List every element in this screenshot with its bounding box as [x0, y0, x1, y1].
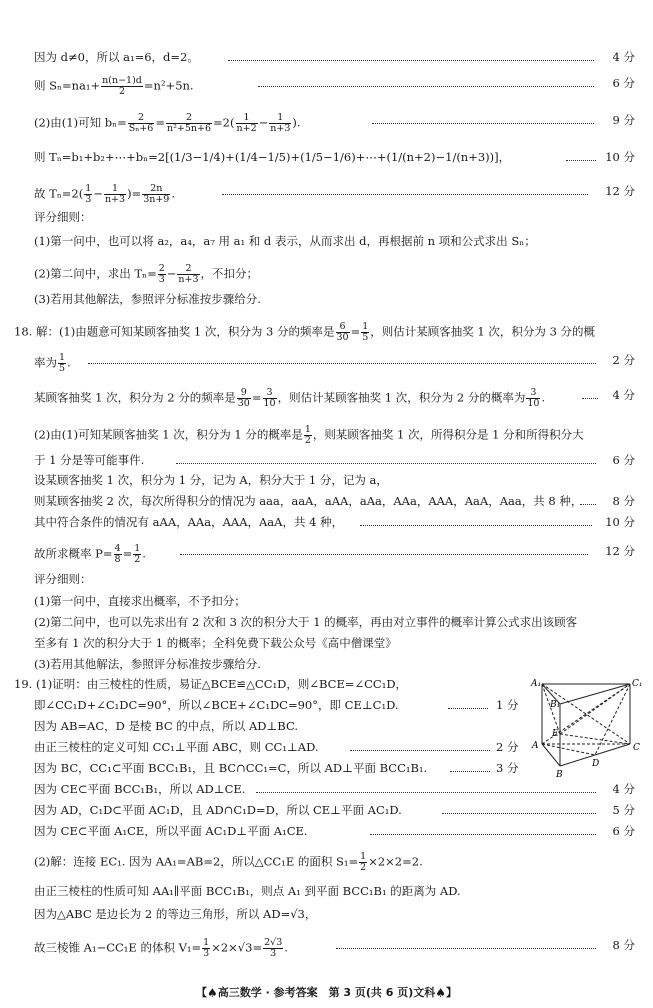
score: 6 分: [612, 453, 635, 467]
denominator: 3: [270, 948, 277, 959]
text: 则某顾客抽奖 2 次，每次所得积分的情况为 aaa，aaA，aAA，aAa，AAa，AAA，AaA，Aaa，共 8 种，: [34, 494, 583, 508]
text: [34, 544, 146, 565]
leader-dots: [228, 60, 594, 61]
fraction: [58, 353, 66, 374]
prism-figure: [530, 674, 645, 779]
text: [34, 264, 258, 285]
numerator: 1: [85, 183, 92, 194]
numerator: n(n−1)d: [102, 75, 142, 86]
denominator: 5: [59, 363, 66, 374]
numerator: 2: [177, 264, 199, 275]
numerator: 1: [134, 543, 141, 554]
numerator: 4: [114, 543, 121, 554]
text-part: )=: [127, 186, 142, 201]
denominator: n+3: [178, 274, 199, 285]
denominator: 10: [263, 398, 276, 409]
footer-text: 高三数学 · 参考答案 第 3 页(共 6 页)文科: [217, 986, 436, 999]
score: 6 分: [612, 76, 635, 90]
bracket-right: 】: [446, 986, 458, 999]
fraction: [263, 388, 277, 409]
numerator: 3: [263, 388, 277, 399]
fraction: [236, 113, 258, 134]
denominator: 30: [237, 398, 250, 409]
denominator: n+3: [104, 194, 126, 205]
score: 4 分: [612, 50, 635, 64]
score: 8 分: [612, 494, 635, 508]
text: [34, 425, 584, 446]
text: [34, 113, 301, 134]
fraction: [101, 76, 143, 97]
denominator: n²+5n+6: [166, 123, 212, 134]
text-part: ，则估计某顾客抽奖 1 次，积分为 2 分的概率为: [277, 390, 526, 405]
score: 2 分: [496, 740, 519, 754]
text: (3)若用其他解法，参照评分标准按步骤给分.: [34, 657, 261, 671]
fraction: [361, 322, 369, 343]
score: 2 分: [612, 353, 635, 367]
text: 因为 BC，CC₁⊂平面 BCC₁B₁，且 BC∩CC₁=C，所以 AD⊥平面 BCC₁B₁.: [34, 761, 428, 775]
numerator: 1: [104, 184, 126, 195]
denominator: 3: [158, 274, 165, 285]
text: 因为 CE⊂平面 A₁CE，所以平面 AC₁D⊥平面 A₁CE.: [34, 824, 308, 838]
numerator: 9: [237, 388, 251, 399]
numerator: 1: [360, 851, 367, 862]
fraction: [263, 938, 283, 959]
text-part: 18. 解：(1)由题意可知某顾客抽奖 1 次，积分为 3 分的频率是: [14, 324, 335, 339]
text: 因为 AB=AC，D 是棱 BC 的中点，所以 AD⊥BC.: [34, 719, 299, 733]
text-part: .: [142, 546, 146, 561]
text-part: .: [541, 390, 546, 405]
text: 评分细则：: [34, 210, 92, 224]
denominator: n+2: [236, 123, 257, 134]
text-part: 率为: [34, 355, 57, 370]
fraction: [133, 544, 141, 565]
leader-dots: [582, 398, 598, 399]
numerator: 2√3: [264, 937, 283, 948]
text-part: 则 Sₙ=na₁+: [34, 78, 101, 93]
text: [34, 938, 288, 959]
numerator: 1: [304, 424, 311, 435]
numerator: 1: [269, 113, 291, 124]
leader-dots: [372, 123, 594, 124]
numerator: 1: [362, 321, 369, 332]
fraction: [84, 184, 92, 205]
text: (2)第二问中，也可以先求出有 2 次和 3 次的积分大于 1 的概率，再由对立事件的概率计算公式求出该顾客: [34, 615, 578, 629]
text: [34, 852, 423, 873]
fraction: [128, 113, 155, 134]
denominator: 3n+9: [143, 194, 170, 205]
text-part: ，不扣分；: [200, 266, 259, 281]
bracket-left: 【: [195, 986, 207, 999]
text-part: (2)由(1)可知 bₙ=: [34, 115, 127, 130]
fraction: [142, 184, 170, 205]
text: 设某顾客抽奖 1 次，积分为 1 分，记为 A，积分大于 1 分，记为 a，: [34, 473, 388, 487]
denominator: 2: [119, 86, 126, 97]
spade-icon: ♠: [435, 986, 447, 1000]
text: 由正三棱柱的性质可知 AA₁∥平面 BCC₁B₁，则点 A₁ 到平面 BCC₁B₁ 的距离为 AD.: [34, 884, 461, 898]
numerator: 3: [526, 388, 540, 399]
denominator: 5: [362, 332, 369, 343]
leader-dots: [180, 554, 588, 555]
denominator: 2: [304, 435, 311, 446]
fraction: [202, 938, 210, 959]
score: 9 分: [612, 113, 635, 127]
text-part: ×2×√3=: [211, 940, 263, 955]
text-part: 故所求概率 P=: [34, 546, 113, 561]
score: 8 分: [612, 938, 635, 952]
fraction: [359, 852, 367, 873]
label-c1: C₁: [632, 679, 643, 689]
text-part: =: [350, 324, 361, 339]
text-part: −: [166, 266, 177, 281]
text-part: =: [251, 390, 262, 405]
fraction: [269, 113, 291, 134]
fraction: [166, 113, 212, 134]
text: 其中符合条件的情况有 aAA，AAa，AAA，AaA，共 4 种，: [34, 515, 344, 529]
denominator: 3: [203, 948, 210, 959]
text: 即∠CC₁D+∠C₁DC=90°，所以∠BCE+∠C₁DC=90°，即 CE⊥C₁D.: [34, 698, 399, 712]
score: 4 分: [612, 782, 635, 796]
text: (3)若用其他解法，参照评分标准按步骤给分.: [34, 292, 261, 306]
fraction: [114, 544, 122, 565]
text-part: .: [171, 186, 176, 201]
spade-icon: ♠: [206, 986, 218, 1000]
label-d: D: [592, 759, 600, 769]
edge-b1c1: [560, 684, 630, 704]
text: 评分细则：: [34, 572, 92, 586]
fraction: [158, 264, 166, 285]
leader-dots: [256, 792, 596, 793]
leader-dots: [566, 160, 596, 161]
score: 10 分: [605, 150, 635, 164]
score: 12 分: [605, 184, 635, 198]
text-part: =: [122, 546, 133, 561]
text: 19. (1)证明：由三棱柱的性质，易证△BCE≌△CC₁D，则∠BCE=∠CC₁D，: [14, 677, 408, 691]
leader-dots: [580, 504, 596, 505]
text-part: .: [67, 355, 71, 370]
numerator: 2: [128, 113, 155, 124]
score: 6 分: [612, 824, 635, 838]
text-part: =2(: [213, 115, 235, 130]
fraction: [237, 388, 251, 409]
leader-dots: [88, 363, 596, 364]
leader-dots: [336, 948, 596, 949]
label-b1: B₁: [550, 700, 561, 710]
denominator: 8: [114, 554, 121, 565]
denominator: 30: [336, 332, 349, 343]
page-footer: [0, 984, 653, 1000]
text-part: (2)第二问中，求出 Tₙ=: [34, 266, 157, 281]
text-part: (2)解：连接 EC₁. 因为 AA₁=AB=2，所以△CC₁E 的面积 S₁=: [34, 854, 359, 869]
text: 由正三棱柱的定义可知 CC₁⊥平面 ABC，则 CC₁⊥AD.: [34, 740, 319, 754]
denominator: 10: [527, 398, 540, 409]
score: 1 分: [496, 698, 519, 712]
leader-dots: [222, 194, 588, 195]
text: 因为 CE⊂平面 BCC₁B₁，所以 AD⊥CE.: [34, 782, 246, 796]
text: [14, 322, 595, 343]
label-c: C: [633, 743, 640, 753]
seg-ec: [560, 734, 630, 744]
denominator: 2: [134, 554, 141, 565]
score: 12 分: [605, 544, 635, 558]
leader-dots: [442, 813, 596, 814]
text-part: 故 Tₙ=2(: [34, 186, 84, 201]
denominator: n+3: [270, 123, 291, 134]
text-part: ×2×2=2.: [368, 854, 423, 869]
denominator: Sₙ+6: [128, 123, 154, 134]
text: [34, 388, 545, 409]
label-a: A: [532, 741, 539, 751]
text: 于 1 分是等可能事件.: [34, 453, 145, 467]
text-part: =: [155, 115, 165, 130]
text: 因为 d≠0，所以 a₁=6，d=2。: [34, 50, 199, 64]
leader-dots: [450, 771, 490, 772]
label-b: B: [556, 770, 563, 779]
fraction: [304, 425, 312, 446]
text-part: ).: [292, 115, 301, 130]
fraction: [177, 264, 199, 285]
text: 至多有 1 次的积分大于 1 的概率；全科免费下载公众号《高中僧课堂》: [34, 636, 397, 650]
seg-ec1: [560, 684, 630, 734]
text-part: =n²+5n.: [143, 78, 194, 93]
fraction: [336, 322, 350, 343]
text-part: 某顾客抽奖 1 次，积分为 2 分的频率是: [34, 390, 236, 405]
label-e: E: [552, 729, 559, 739]
numerator: 6: [336, 322, 350, 333]
leader-dots: [176, 463, 596, 464]
denominator: 2: [360, 862, 367, 873]
score: 4 分: [612, 388, 635, 402]
fraction: [526, 388, 540, 409]
text: [34, 184, 175, 205]
text-part: .: [284, 940, 288, 955]
score: 3 分: [496, 761, 519, 775]
text-part: 故三棱锥 A₁−CC₁E 的体积 V₁=: [34, 940, 202, 955]
numerator: 1: [236, 113, 258, 124]
numerator: 1: [59, 352, 66, 363]
leader-dots: [448, 708, 488, 709]
text-part: ，则估计某顾客抽奖 1 次，积分为 3 分的概: [370, 324, 596, 339]
leader-dots: [370, 834, 596, 835]
numerator: 2n: [142, 184, 170, 195]
text: (1)第一问中，也可以将 a₂，a₄，a₇ 用 a₁ 和 d 表示，从而求出 d，再根据前 n 项和公式求出 Sₙ；: [34, 234, 536, 248]
text-part: −: [93, 186, 103, 201]
text: [34, 353, 71, 374]
label-a1: A₁: [531, 679, 542, 689]
text: [34, 76, 194, 97]
score: 10 分: [605, 515, 635, 529]
score: 5 分: [612, 803, 635, 817]
numerator: 2: [158, 263, 165, 274]
numerator: 2: [166, 113, 212, 124]
text-part: (2)由(1)可知某顾客抽奖 1 次，积分为 1 分的概率是: [34, 427, 303, 442]
text: 因为 AD，C₁D⊂平面 AC₁D，且 AD∩C₁D=D，所以 CE⊥平面 AC₁D.: [34, 803, 402, 817]
text-part: −: [258, 115, 269, 130]
text: 则 Tₙ=b₁+b₂+⋯+bₙ=2[(1/3−1/4)+(1/4−1/5)+(1/5−1/6)+⋯+(1/(n+2)−1/(n+3))]，: [34, 150, 511, 164]
numerator: 1: [203, 937, 210, 948]
text: (1)第一问中，直接求出概率，不予扣分；: [34, 594, 246, 608]
denominator: 3: [85, 194, 92, 205]
text: 因为△ABC 是边长为 2 的等边三角形，所以 AD=√3，: [34, 907, 317, 921]
text-part: ，则某顾客抽奖 1 次，所得积分是 1 分和所得积分大: [312, 427, 584, 442]
leader-dots: [258, 86, 594, 87]
fraction: [104, 184, 126, 205]
leader-dots: [360, 525, 592, 526]
leader-dots: [350, 750, 490, 751]
